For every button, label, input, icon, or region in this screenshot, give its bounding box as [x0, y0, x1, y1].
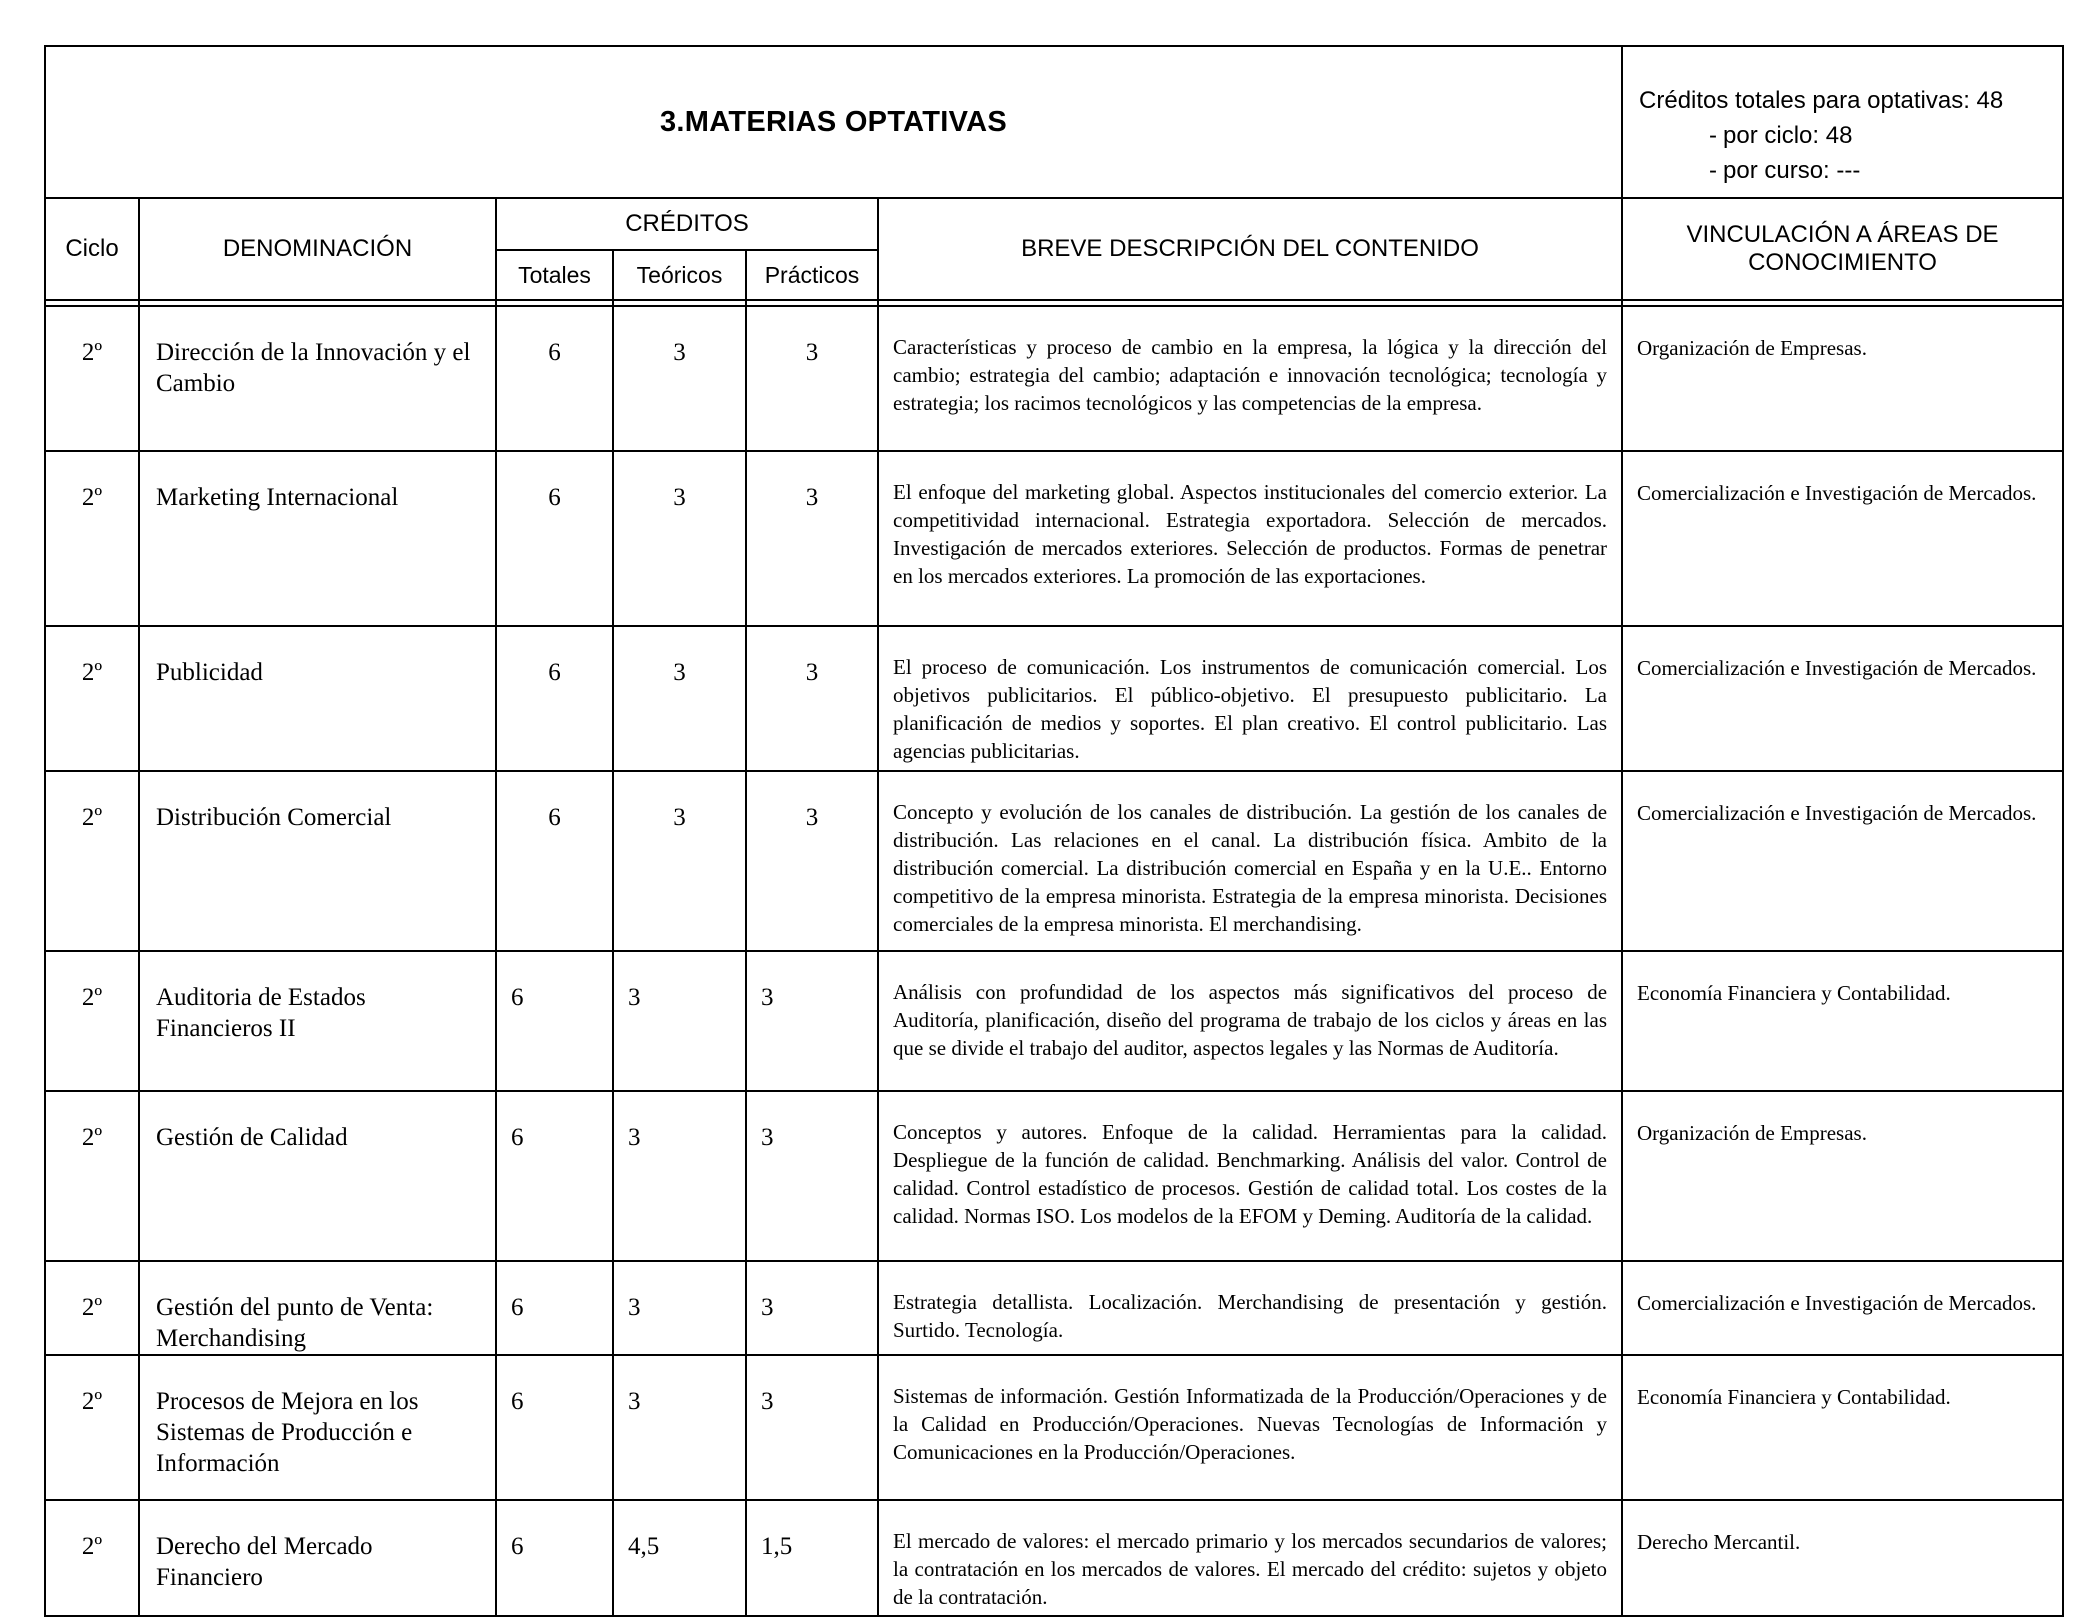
practicos-cell: 3 — [746, 1355, 878, 1500]
teoricos-cell: 3 — [613, 306, 746, 451]
teoricos-cell: 3 — [613, 1355, 746, 1500]
col-header-denominacion: DENOMINACIÓN — [139, 198, 496, 300]
col-header-practicos: Prácticos — [746, 250, 878, 300]
descripcion-cell: El proceso de comunicación. Los instrumentos de comunicación comercial. Los objetivos publicitarios. El público-objetivo. El presupuesto publicitario. La planificación de medios y soportes. El plan creativo. El control publicitario. Las agencias publicitarias. — [878, 626, 1622, 771]
credits-total: Créditos totales para optativas: 48 — [1639, 87, 2004, 114]
col-header-teoricos: Teóricos — [613, 250, 746, 300]
totales-cell: 6 — [496, 951, 613, 1091]
descripcion-cell: El mercado de valores: el mercado primario y los mercados secundarios de valores; la contratación en los mercados de valores. El mercado del crédito: sujetos y objeto de la contratación. — [878, 1500, 1622, 1616]
denominacion-cell: Publicidad — [139, 626, 496, 771]
col-header-creditos: CRÉDITOS — [496, 198, 878, 250]
table-row — [45, 626, 2063, 771]
title-cell — [45, 46, 1622, 198]
practicos-cell: 3 — [746, 451, 878, 626]
teoricos-cell: 3 — [613, 1261, 746, 1355]
col-header-descripcion: BREVE DESCRIPCIÓN DEL CONTENIDO — [878, 198, 1622, 300]
teoricos-cell: 3 — [613, 626, 746, 771]
ciclo-cell: 2º — [45, 451, 139, 626]
totales-cell: 6 — [496, 1261, 613, 1355]
teoricos-cell: 3 — [613, 451, 746, 626]
area-cell: Economía Financiera y Contabilidad. — [1622, 951, 2063, 1091]
credits-per-cycle: - por ciclo: 48 — [1639, 118, 2062, 153]
teoricos-cell: 4,5 — [613, 1500, 746, 1616]
totales-cell: 6 — [496, 306, 613, 451]
totales-cell: 6 — [496, 1355, 613, 1500]
totales-cell: 6 — [496, 626, 613, 771]
course-rows — [45, 306, 2063, 1616]
practicos-cell: 3 — [746, 1261, 878, 1355]
denominacion-cell: Distribución Comercial — [139, 771, 496, 951]
denominacion-cell: Marketing Internacional — [139, 451, 496, 626]
ciclo-cell: 2º — [45, 951, 139, 1091]
ciclo-cell: 2º — [45, 306, 139, 451]
table-row — [45, 1500, 2063, 1616]
ciclo-cell: 2º — [45, 1500, 139, 1616]
totales-cell: 6 — [496, 451, 613, 626]
credits-per-course: - por curso: --- — [1639, 153, 2062, 188]
denominacion-cell: Auditoria de Estados Financieros II — [139, 951, 496, 1091]
practicos-cell: 3 — [746, 771, 878, 951]
optativas-table — [44, 45, 2064, 1617]
teoricos-cell: 3 — [613, 1091, 746, 1261]
area-cell: Comercialización e Investigación de Mercados. — [1622, 771, 2063, 951]
header-row-1 — [45, 198, 2063, 250]
totales-cell: 6 — [496, 1500, 613, 1616]
col-header-vinculacion: VINCULACIÓN A ÁREAS DE CONOCIMIENTO — [1622, 198, 2063, 300]
descripcion-cell: El enfoque del marketing global. Aspectos institucionales del comercio exterior. La competitividad internacional. Estrategia exportadora. Selección de mercados. Investigación de mercados exteriores. Selección de productos. Formas de penetrar en los mercados exteriores. La promoción de las exportaciones. — [878, 451, 1622, 626]
title-row — [45, 46, 2063, 198]
descripcion-cell: Características y proceso de cambio en la empresa, la lógica y la dirección del cambio; estrategia del cambio; adaptación e innovación tecnológica; tecnología y estrategia; los racimos tecnológicos y las competencias de la empresa. — [878, 306, 1622, 451]
area-cell: Derecho Mercantil. — [1622, 1500, 2063, 1616]
descripcion-cell: Concepto y evolución de los canales de distribución. La gestión de los canales de distribución. Las relaciones en el canal. La distribución física. Ambito de la distribución comercial. La distribución comercial en España y en la U.E.. Entorno competitivo de la empresa minorista. Estrategia de la empresa minorista. Decisiones comerciales de la empresa minorista. El merchandising. — [878, 771, 1622, 951]
practicos-cell: 3 — [746, 1091, 878, 1261]
ciclo-cell: 2º — [45, 626, 139, 771]
totales-cell: 6 — [496, 1091, 613, 1261]
credits-summary — [1622, 46, 2063, 198]
ciclo-cell: 2º — [45, 1355, 139, 1500]
table-row — [45, 306, 2063, 451]
denominacion-cell: Procesos de Mejora en los Sistemas de Producción e Información — [139, 1355, 496, 1500]
area-cell: Organización de Empresas. — [1622, 1091, 2063, 1261]
denominacion-cell: Gestión de Calidad — [139, 1091, 496, 1261]
area-cell: Comercialización e Investigación de Mercados. — [1622, 1261, 2063, 1355]
teoricos-cell: 3 — [613, 771, 746, 951]
descripcion-cell: Análisis con profundidad de los aspectos más significativos del proceso de Auditoría, planificación, diseño del programa de trabajo de los ciclos y áreas en las que se divide el trabajo del auditor, aspectos legales y las Normas de Auditoría. — [878, 951, 1622, 1091]
table-row — [45, 1355, 2063, 1500]
descripcion-cell: Conceptos y autores. Enfoque de la calidad. Herramientas para la calidad. Despliegue de la función de calidad. Benchmarking. Análisis del valor. Control de calidad. Control estadístico de procesos. Gestión de calidad total. Los costes de la calidad. Normas ISO. Los modelos de la EFOM y Deming. Auditoría de la calidad. — [878, 1091, 1622, 1261]
denominacion-cell: Dirección de la Innovación y el Cambio — [139, 306, 496, 451]
col-header-totales: Totales — [496, 250, 613, 300]
area-cell: Organización de Empresas. — [1622, 306, 2063, 451]
ciclo-cell: 2º — [45, 771, 139, 951]
table-row — [45, 771, 2063, 951]
table-row — [45, 1091, 2063, 1261]
descripcion-cell: Estrategia detallista. Localización. Merchandising de presentación y gestión. Surtido. Tecnología. — [878, 1261, 1622, 1355]
area-cell: Comercialización e Investigación de Mercados. — [1622, 451, 2063, 626]
denominacion-cell: Gestión del punto de Venta: Merchandising — [139, 1261, 496, 1355]
page-title: 3.MATERIAS OPTATIVAS — [659, 105, 1008, 138]
area-cell: Comercialización e Investigación de Mercados. — [1622, 626, 2063, 771]
denominacion-cell: Derecho del Mercado Financiero — [139, 1500, 496, 1616]
totales-cell: 6 — [496, 771, 613, 951]
table-row — [45, 1261, 2063, 1355]
practicos-cell: 3 — [746, 306, 878, 451]
practicos-cell: 1,5 — [746, 1500, 878, 1616]
practicos-cell: 3 — [746, 951, 878, 1091]
area-cell: Economía Financiera y Contabilidad. — [1622, 1355, 2063, 1500]
descripcion-cell: Sistemas de información. Gestión Informatizada de la Producción/Operaciones y de la Calidad en Producción/Operaciones. Nuevas Tecnologías de Información y Comunicaciones en la Producción/Operaciones. — [878, 1355, 1622, 1500]
table-row — [45, 951, 2063, 1091]
table-row — [45, 451, 2063, 626]
practicos-cell: 3 — [746, 626, 878, 771]
teoricos-cell: 3 — [613, 951, 746, 1091]
col-header-ciclo: Ciclo — [45, 198, 139, 300]
ciclo-cell: 2º — [45, 1091, 139, 1261]
ciclo-cell: 2º — [45, 1261, 139, 1355]
